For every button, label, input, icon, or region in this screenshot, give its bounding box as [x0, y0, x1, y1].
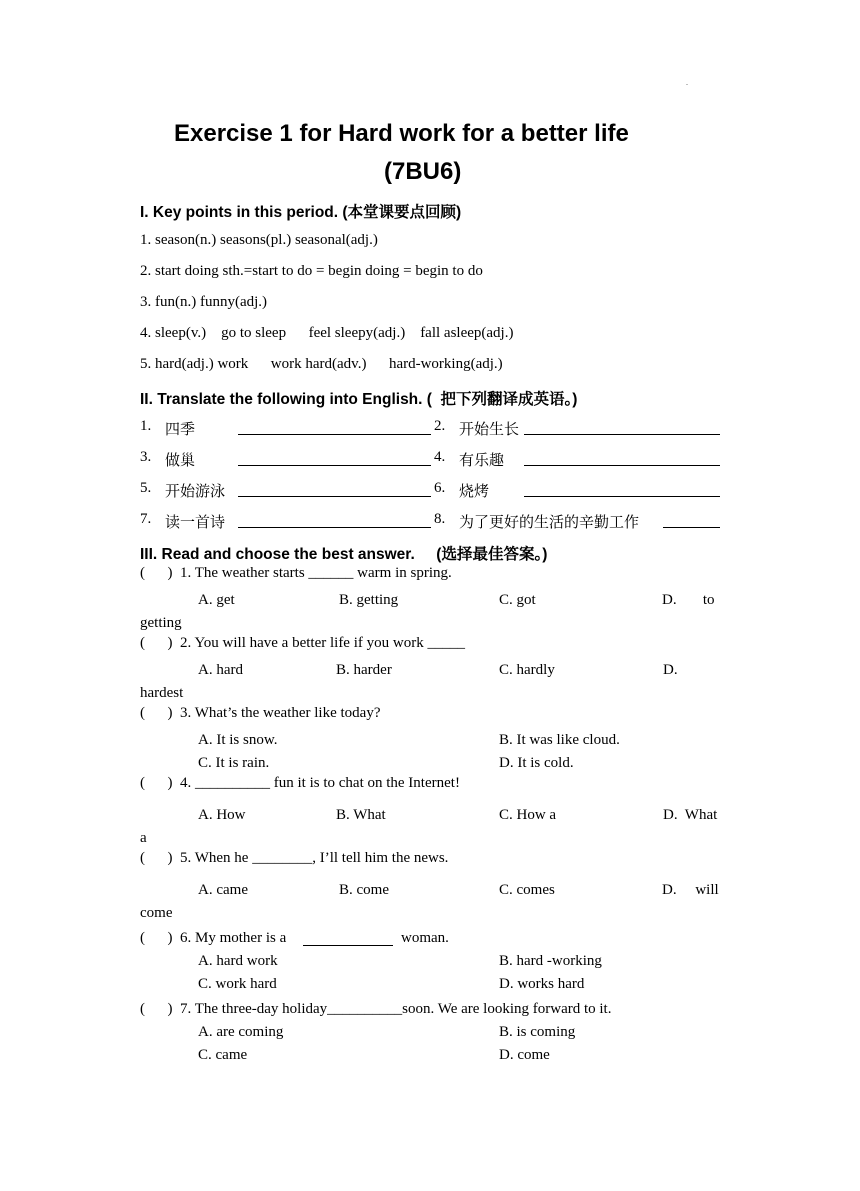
question-5-stem: 5. When he ________, I’ll tell him the news. [180, 850, 449, 866]
question-1-option-c[interactable]: C. got [499, 592, 536, 608]
question-3-option-d[interactable]: D. It is cold. [499, 755, 574, 771]
translate-item-4-text: 有乐趣 [459, 451, 505, 469]
question-2-option-b[interactable]: B. harder [336, 662, 392, 678]
question-4-option-c[interactable]: C. How a [499, 807, 557, 823]
translate-item-5-text: 开始游泳 [165, 482, 226, 500]
question-6-stem-start: 6. My mother is a [180, 930, 287, 946]
translate-item-2-text: 开始生长 [459, 420, 520, 438]
corner-mark: . [686, 78, 688, 87]
question-7-stem: 7. The three-day holiday__________soon. We are looking forward to it. [180, 1001, 612, 1017]
translate-item-5-number: 5. [140, 480, 152, 496]
key-point-1: 1. season(n.) seasons(pl.) seasonal(adj.) [140, 232, 378, 248]
key-point-3: 3. fun(n.) funny(adj.) [140, 294, 268, 310]
section-1-heading: I. Key points in this period. (本堂课要点回顾) [140, 204, 462, 221]
translate-answer-line-4[interactable] [524, 465, 720, 466]
translate-item-1-number: 1. [140, 418, 152, 434]
key-point-5: 5. hard(adj.) work work hard(adv.) hard-working(adj.) [140, 356, 503, 372]
section-3-heading: III. Read and choose the best answer. (选择最佳答案。) [140, 546, 548, 563]
translate-answer-line-2[interactable] [524, 434, 720, 435]
question-4-option-a[interactable]: A. How [198, 807, 246, 823]
question-5-option-b[interactable]: B. come [339, 882, 389, 898]
question-5-option-d-wrap: come [140, 905, 173, 921]
translate-item-8-text: 为了更好的生活的辛勤工作 [459, 513, 640, 531]
question-3-option-a[interactable]: A. It is snow. [198, 732, 278, 748]
question-5-option-a[interactable]: A. came [198, 882, 248, 898]
translate-item-6-text: 烧烤 [459, 482, 490, 500]
question-7-option-b[interactable]: B. is coming [499, 1024, 576, 1040]
translate-item-6-number: 6. [434, 480, 446, 496]
question-6-option-b[interactable]: B. hard -working [499, 953, 602, 969]
question-2-option-a[interactable]: A. hard [198, 662, 243, 678]
question-4-option-d-wrap: a [140, 830, 147, 846]
question-7-option-a[interactable]: A. are coming [198, 1024, 284, 1040]
question-1-option-b[interactable]: B. getting [339, 592, 399, 608]
translate-item-1-text: 四季 [165, 420, 196, 438]
translate-item-4-number: 4. [434, 449, 446, 465]
question-7-option-d[interactable]: D. come [499, 1047, 550, 1063]
question-1-option-a[interactable]: A. get [198, 592, 235, 608]
translate-item-2-number: 2. [434, 418, 446, 434]
question-6-option-c[interactable]: C. work hard [198, 976, 277, 992]
translate-answer-line-3[interactable] [238, 465, 431, 466]
question-2-option-d-wrap: hardest [140, 685, 184, 701]
question-2-option-d[interactable]: D. [663, 662, 678, 678]
question-3-option-c[interactable]: C. It is rain. [198, 755, 270, 771]
answer-paren-7[interactable]: ( ) [140, 1001, 173, 1017]
question-1-option-d[interactable]: D. to [662, 592, 715, 608]
translate-answer-line-5[interactable] [238, 496, 431, 497]
question-6-option-d[interactable]: D. works hard [499, 976, 585, 992]
question-2-stem: 2. You will have a better life if you work _____ [180, 635, 465, 651]
translate-answer-line-7[interactable] [238, 527, 431, 528]
translate-answer-line-1[interactable] [238, 434, 431, 435]
question-4-option-b[interactable]: B. What [336, 807, 386, 823]
question-4-stem: 4. __________ fun it is to chat on the Internet! [180, 775, 460, 791]
section-2-heading: II. Translate the following into English. ( 把下列翻译成英语。) [140, 391, 578, 408]
translate-item-7-text: 读一首诗 [165, 513, 226, 531]
answer-paren-4[interactable]: ( ) [140, 775, 173, 791]
translate-item-3-text: 做巢 [165, 451, 196, 469]
answer-paren-3[interactable]: ( ) [140, 705, 173, 721]
question-2-option-c[interactable]: C. hardly [499, 662, 555, 678]
question-6-option-a[interactable]: A. hard work [198, 953, 278, 969]
translate-item-8-number: 8. [434, 511, 446, 527]
worksheet-title-line1: Exercise 1 for Hard work for a better life [174, 120, 629, 147]
translate-item-3-number: 3. [140, 449, 152, 465]
question-5-option-c[interactable]: C. comes [499, 882, 555, 898]
question-1-option-d-wrap: getting [140, 615, 182, 631]
translate-answer-line-6[interactable] [524, 496, 720, 497]
translate-item-7-number: 7. [140, 511, 152, 527]
translate-answer-line-8[interactable] [663, 527, 720, 528]
question-3-stem: 3. What’s the weather like today? [180, 705, 381, 721]
answer-paren-2[interactable]: ( ) [140, 635, 173, 651]
worksheet-title-line2: (7BU6) [384, 158, 462, 185]
question-5-option-d[interactable]: D. will [662, 882, 719, 898]
answer-paren-1[interactable]: ( ) [140, 565, 173, 581]
question-6-blank [303, 945, 393, 946]
question-1-stem: 1. The weather starts ______ warm in spring. [180, 565, 452, 581]
answer-paren-6[interactable]: ( ) [140, 930, 173, 946]
question-3-option-b[interactable]: B. It was like cloud. [499, 732, 620, 748]
key-point-4: 4. sleep(v.) go to sleep feel sleepy(adj.) fall asleep(adj.) [140, 325, 514, 341]
answer-paren-5[interactable]: ( ) [140, 850, 173, 866]
key-point-2: 2. start doing sth.=start to do = begin doing = begin to do [140, 263, 483, 279]
question-6-stem-end: woman. [401, 930, 449, 946]
question-4-option-d[interactable]: D. What [663, 807, 718, 823]
question-7-option-c[interactable]: C. came [198, 1047, 248, 1063]
